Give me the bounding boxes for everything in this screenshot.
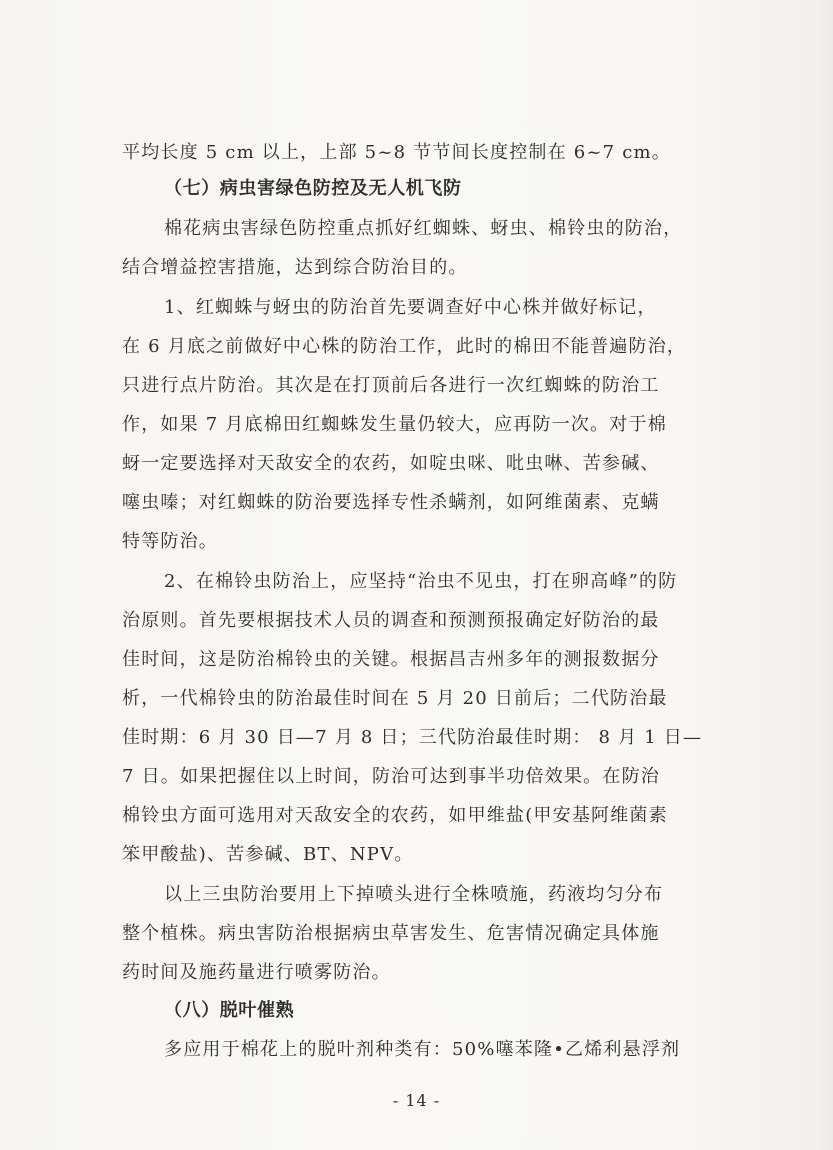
paragraph-3-line-8: 笨甲酸盐)、苦参碱、BT、NPV。 [122, 844, 414, 865]
paragraph-2-line-5: 蚜一定要选择对天敌安全的农药，如啶虫咪、吡虫啉、苦参碱、 [122, 453, 660, 474]
paragraph-4-line-1: 以上三虫防治要用上下掉喷头进行全株喷施，药液均匀分布 [164, 884, 664, 905]
paragraph-1-line-2: 结合增益控害措施，达到综合防治目的。 [122, 257, 468, 278]
paragraph-3-line-1: 2、在棉铃虫防治上，应坚持“治虫不见虫，打在卵高峰”的防 [164, 571, 678, 592]
paragraph-2-line-7: 特等防治。 [122, 531, 218, 552]
paragraph-2-line-6: 噻虫嗪；对红蜘蛛的防治要选择专性杀螨剂，如阿维菌素、克螨 [122, 492, 660, 513]
paragraph-3-line-5: 佳时期：6 月 30 日—7 月 8 日；三代防治最佳时期： 8 月 1 日— [122, 727, 703, 748]
paragraph-3-line-6: 7 日。如果把握住以上时间，防治可达到事半功倍效果。在防治 [122, 766, 660, 787]
page-number: - 14 - [392, 1091, 441, 1110]
section-heading-7: （七）病虫害绿色防控及无人机飞防 [164, 178, 462, 199]
paragraph-5-line-1: 多应用于棉花上的脱叶剂种类有：50%噻苯隆•乙烯利悬浮剂 [164, 1039, 681, 1060]
page-edge-shadow [819, 0, 833, 1150]
paragraph-2-line-1: 1、红蜘蛛与蚜虫的防治首先要调查好中心株并做好标记， [164, 297, 657, 318]
paragraph-3-line-7: 棉铃虫方面可选用对天敌安全的农药，如甲维盐(甲安基阿维菌素 [122, 805, 668, 826]
paragraph-2-line-2: 在 6 月底之前做好中心株的防治工作，此时的棉田不能普遍防治， [122, 336, 687, 357]
text-line-1: 平均长度 5 cm 以上，上部 5~8 节节间长度控制在 6~7 cm。 [122, 142, 671, 163]
paragraph-4-line-2: 整个植株。病虫害防治根据病虫草害发生、危害情况确定具体施 [122, 923, 660, 944]
paragraph-4-line-3: 药时间及施药量进行喷雾防治。 [122, 962, 391, 983]
paragraph-3-line-2: 治原则。首先要根据技术人员的调查和预测预报确定好防治的最 [122, 610, 660, 631]
paragraph-3-line-4: 析，一代棉铃虫的防治最佳时间在 5 月 20 日前后；二代防治最 [122, 688, 668, 709]
paragraph-2-line-4: 作，如果 7 月底棉田红蜘蛛发生量仍较大，应再防一次。对于棉 [122, 414, 667, 435]
paragraph-1-line-1: 棉花病虫害绿色防控重点抓好红蜘蛛、蚜虫、棉铃虫的防治， [164, 218, 683, 239]
section-heading-8: （八）脱叶催熟 [164, 1000, 295, 1021]
paragraph-2-line-3: 只进行点片防治。其次是在打顶前后各进行一次红蜘蛛的防治工 [122, 375, 660, 396]
paragraph-3-line-3: 佳时间，这是防治棉铃虫的关键。根据昌吉州多年的测报数据分 [122, 649, 660, 670]
